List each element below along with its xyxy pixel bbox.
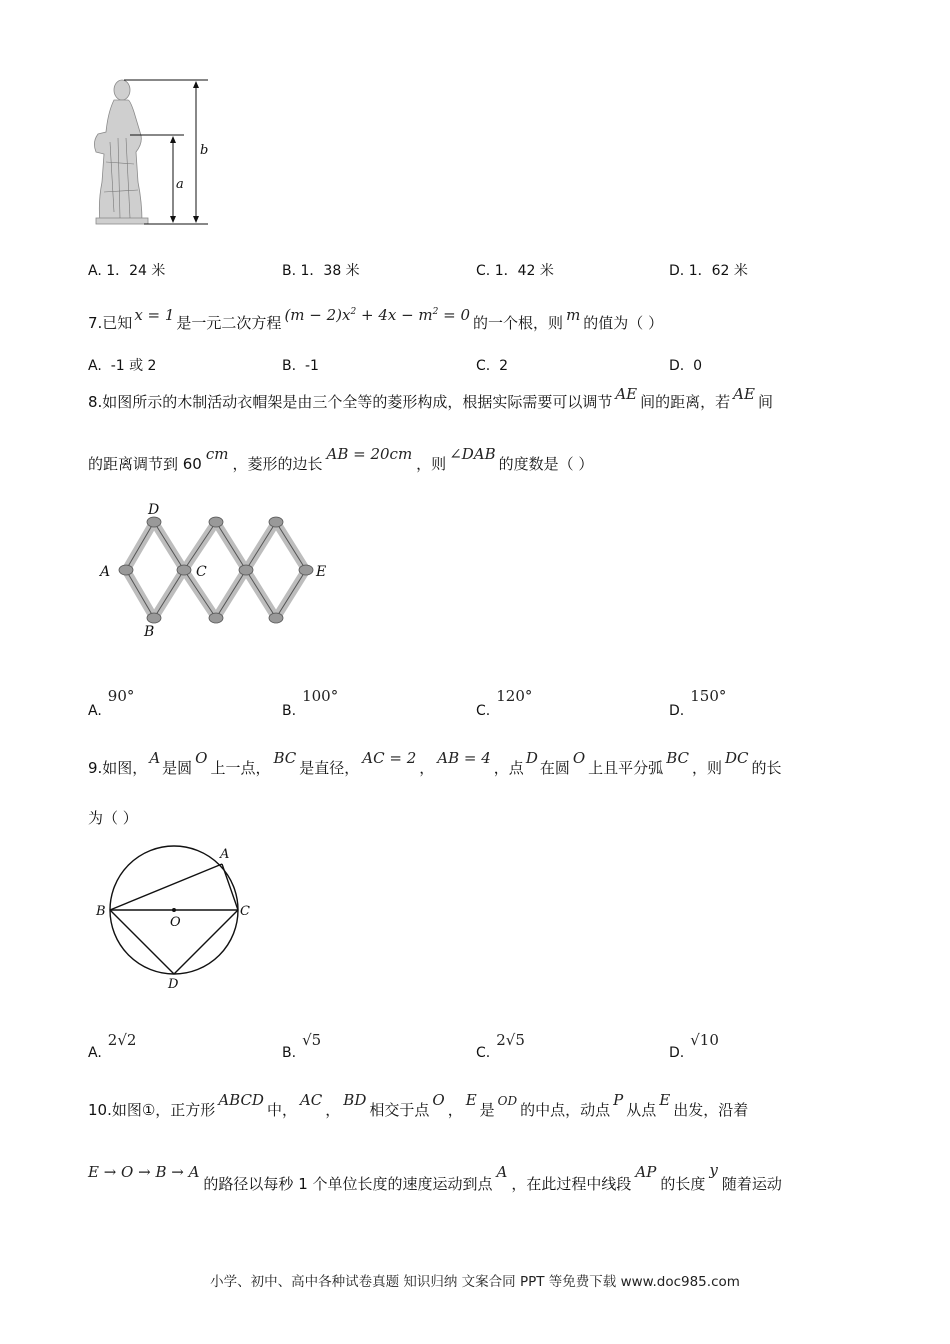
q6-option-a: A. 1．24 米 [88, 263, 166, 279]
q8-stem-line1: 8.如图所示的木制活动衣帽架是由三个全等的菱形构成，根据实际需要可以调节 AE 间的距离，若 AE 间 [88, 385, 773, 411]
q7-option-a: A. -1 或 2 [88, 358, 157, 374]
q9-stem-line1: 9.如图，A是圆O上一点，BC是直径，AC = 2，AB = 4，点D在圆O上且平分弧BC，则DC的长 [88, 749, 782, 777]
q7-stem: 7.已知 x = 1 是一元二次方程 $(m - 2)x^2 + 4x - m^2 = 0$ 的一个根，则 m 的值为（ ） [88, 306, 664, 332]
figure-label-B: B [144, 624, 155, 640]
q9-stem-line2: 为（ ） [88, 809, 138, 827]
q8-option-d: D.150° [669, 687, 727, 719]
q10-stem-line1: 10.如图①，正方形ABCD中，AC，BD相交于点O，E是 $^{OD}$ 的中点，动点P从点E出发，沿着 [88, 1091, 749, 1119]
q7-option-c: C. 2 [476, 358, 509, 374]
figure-label-A: A [220, 847, 230, 862]
statue-figure [84, 72, 224, 232]
q8-option-b: B.100° [282, 687, 339, 719]
q6-option-b: B. 1．38 米 [282, 263, 360, 279]
figure-label-B: B [96, 904, 106, 919]
figure-label-C: C [240, 904, 250, 919]
q6-option-c: C. 1．42 米 [476, 263, 554, 279]
q8-option-c: C.120° [476, 687, 533, 719]
figure-label-A: A [100, 564, 111, 580]
hat-rack-figure [96, 502, 336, 642]
q9-option-a: A.2√2 [88, 1031, 137, 1061]
q8-stem-line2: 的距离调节到 60cm，菱形的边长AB = 20cm，则∠DAB的度数是（ ） [88, 445, 594, 473]
figure-label-b: b [200, 143, 209, 158]
figure-label-C: C [196, 564, 207, 580]
circle-figure [92, 842, 262, 992]
q10-stem-line2: E → O → B → A的路径以每秒 1 个单位长度的速度运动到点A，在此过程中线段AP的长度y随着运动 [88, 1161, 782, 1193]
page-footer: 小学、初中、高中各种试卷真题 知识归纳 文案合同 PPT 等免费下载 www.doc985.com [210, 1274, 740, 1290]
figure-label-D: D [168, 977, 179, 992]
q7-option-b: B. -1 [282, 358, 319, 374]
figure-label-O: O [170, 915, 181, 930]
figure-label-a: a [176, 177, 184, 192]
q9-option-c: C.2√5 [476, 1031, 525, 1061]
q6-option-d: D. 1．62 米 [669, 263, 748, 279]
figure-label-D: D [148, 502, 160, 518]
q9-option-d: D.√10 [669, 1031, 719, 1061]
q8-option-a: A.90° [88, 687, 135, 719]
q7-option-d: D. 0 [669, 358, 703, 374]
q9-option-b: B.√5 [282, 1031, 322, 1061]
figure-label-E: E [316, 564, 327, 580]
